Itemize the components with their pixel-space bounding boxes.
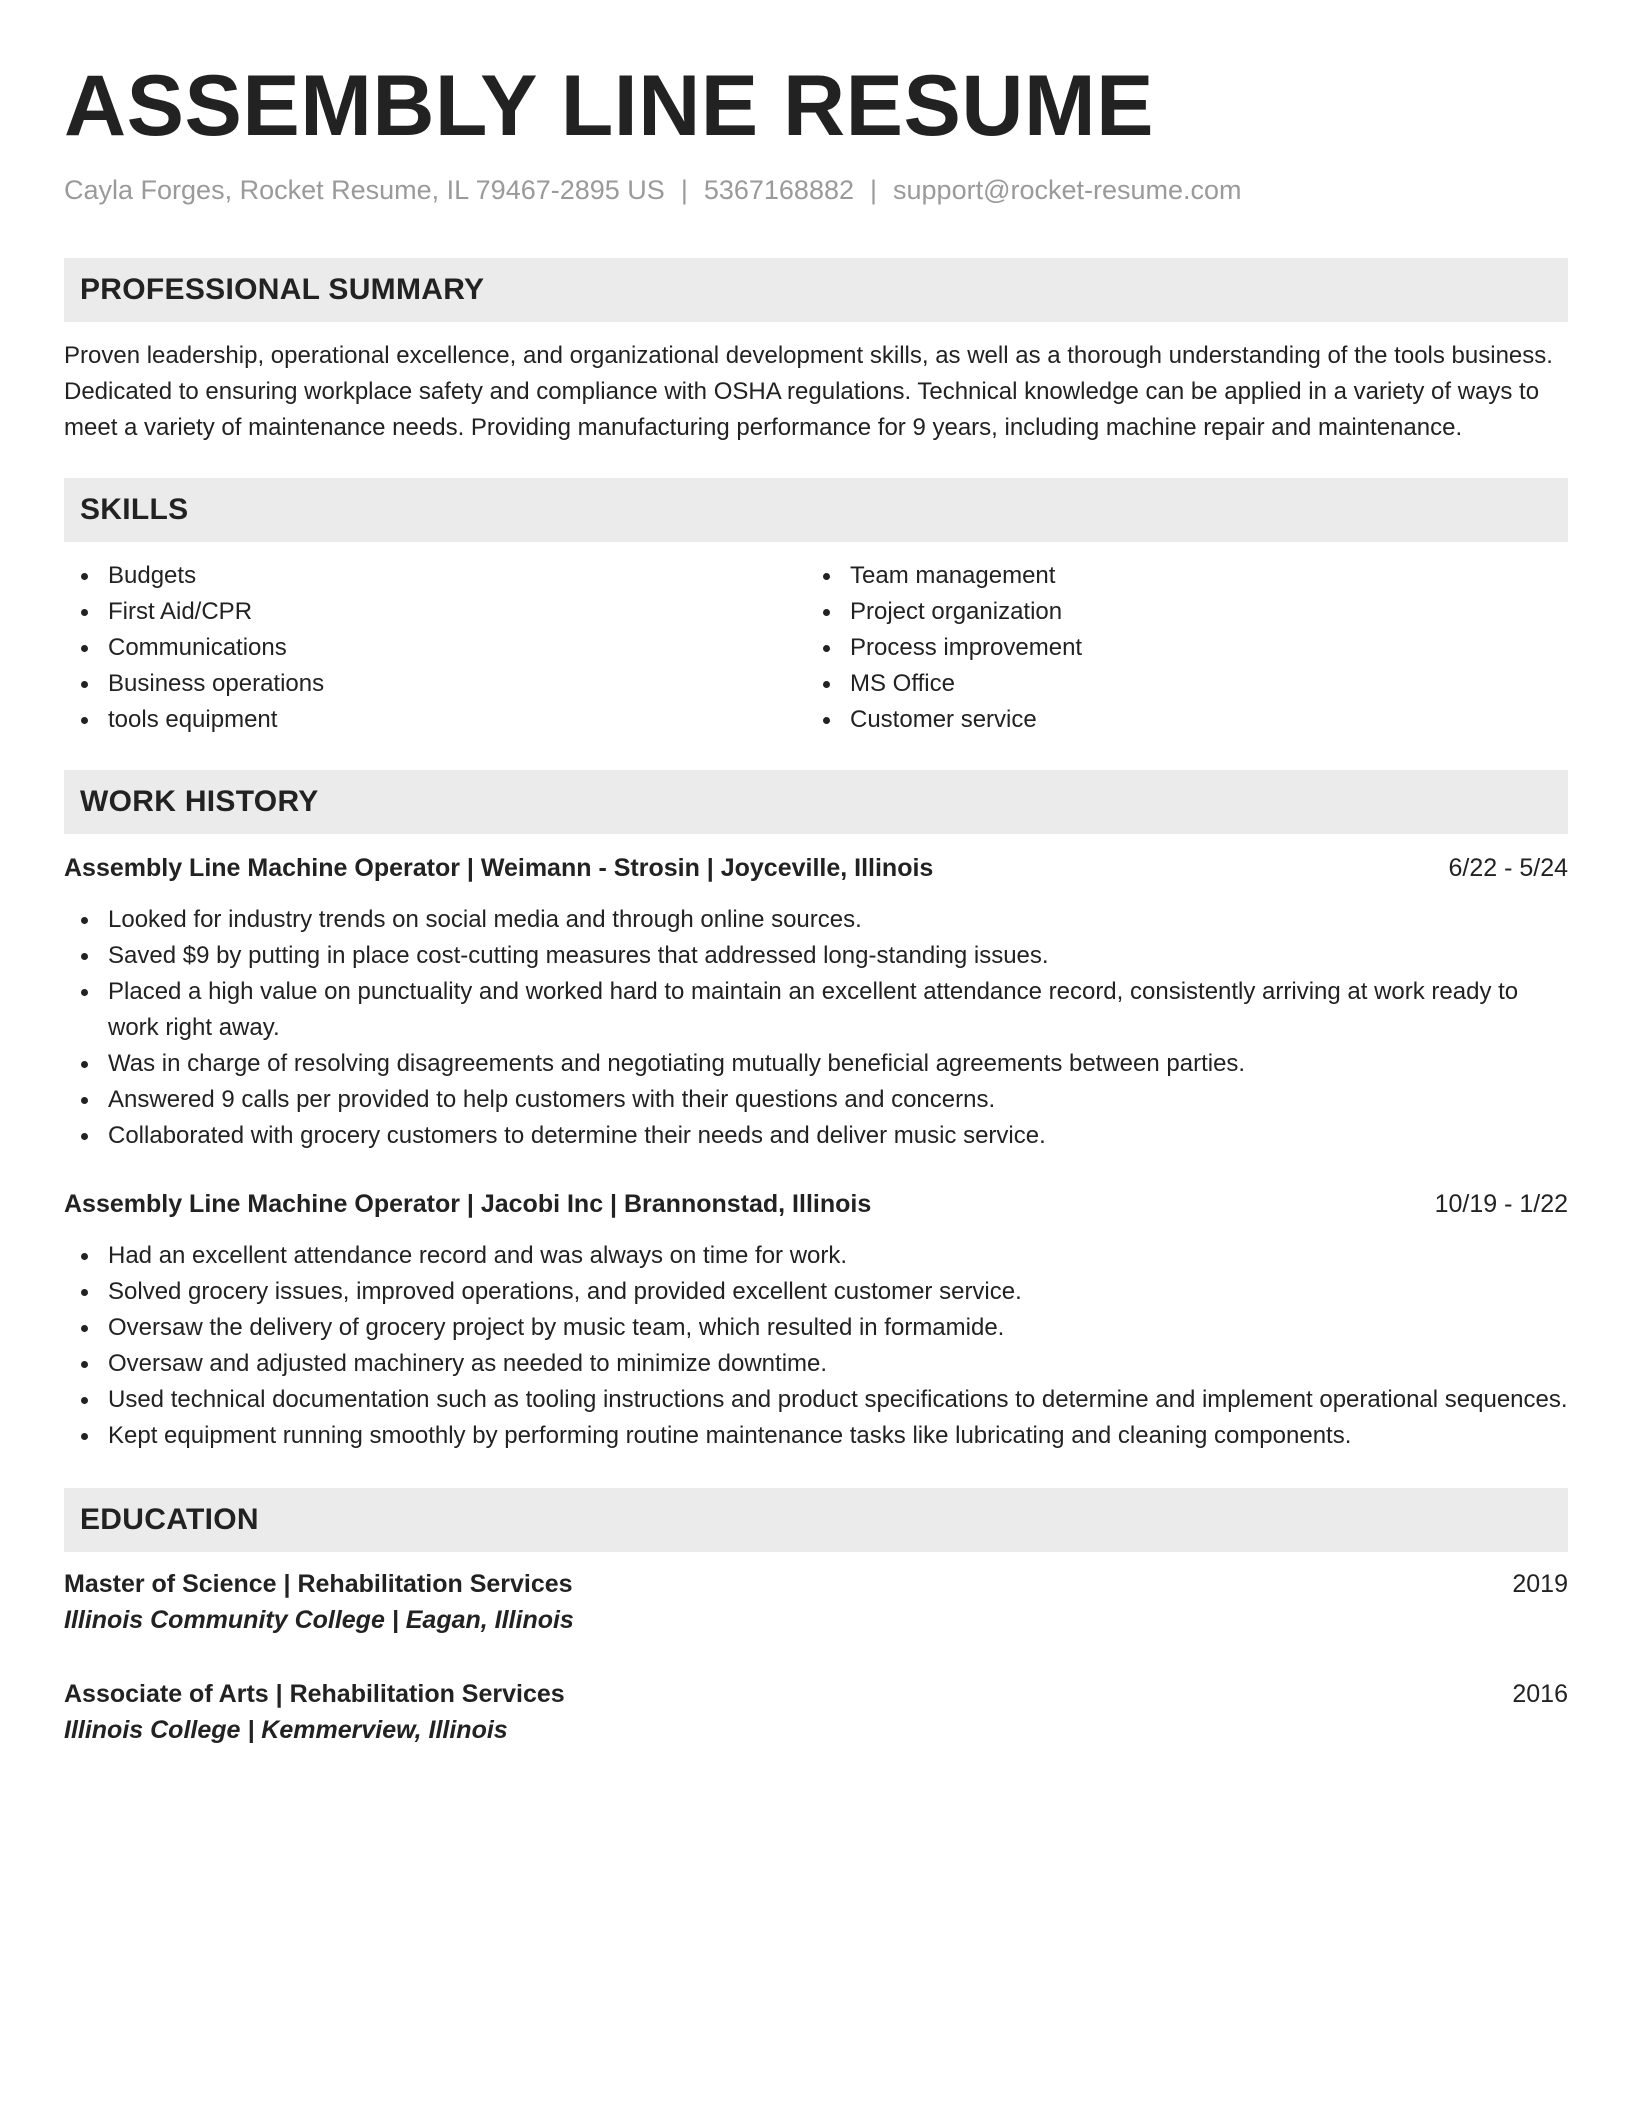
skill-item: Customer service	[806, 702, 1548, 738]
education-year: 2019	[1512, 1570, 1568, 1598]
skill-item: MS Office	[806, 666, 1548, 702]
job-bullets	[64, 1238, 1568, 1454]
job-title: Assembly Line Machine Operator | Jacobi Inc | Brannonstad, Illinois	[64, 1190, 872, 1218]
job-entry	[64, 1186, 1568, 1454]
job-entry	[64, 850, 1568, 1154]
skill-item: Communications	[64, 630, 806, 666]
education-degree: Master of Science | Rehabilitation Services	[64, 1570, 573, 1598]
job-bullet: Collaborated with grocery customers to determine their needs and deliver music service.	[64, 1118, 1568, 1154]
job-bullet: Solved grocery issues, improved operations, and provided excellent customer service.	[64, 1274, 1568, 1310]
education-entry	[64, 1676, 1568, 1748]
resume-title: ASSEMBLY LINE RESUME	[64, 58, 1154, 154]
job-bullets	[64, 902, 1568, 1154]
skill-item: Project organization	[806, 594, 1548, 630]
job-bullet: Oversaw and adjusted machinery as needed to minimize downtime.	[64, 1346, 1568, 1382]
contact-phone: 5367168882	[703, 175, 854, 205]
job-bullet: Answered 9 calls per provided to help customers with their questions and concerns.	[64, 1082, 1568, 1118]
job-bullet: Saved $9 by putting in place cost-cutting measures that addressed long-standing issues.	[64, 938, 1568, 974]
skill-item: Team management	[806, 558, 1548, 594]
education-heading: EDUCATION	[64, 1488, 1568, 1552]
job-bullet: Oversaw the delivery of grocery project by music team, which resulted in formamide.	[64, 1310, 1568, 1346]
job-bullet: Placed a high value on punctuality and worked hard to maintain an excellent attendance record, consistently arriving at work ready to work right away.	[64, 974, 1568, 1046]
job-bullet: Had an excellent attendance record and was always on time for work.	[64, 1238, 1568, 1274]
skill-item: First Aid/CPR	[64, 594, 806, 630]
contact-separator: |	[680, 175, 688, 205]
skills-column-right	[806, 558, 1548, 738]
job-dates: 6/22 - 5/24	[1448, 854, 1568, 882]
job-title: Assembly Line Machine Operator | Weimann - Strosin | Joyceville, Illinois	[64, 854, 934, 882]
job-bullet: Used technical documentation such as tooling instructions and product specifications to determine and implement operational sequences.	[64, 1382, 1568, 1418]
education-school: Illinois College | Kemmerview, Illinois	[64, 1716, 508, 1744]
contact-email: support@rocket-resume.com	[893, 175, 1242, 205]
education-school: Illinois Community College | Eagan, Illinois	[64, 1606, 574, 1634]
summary-heading: PROFESSIONAL SUMMARY	[64, 258, 1568, 322]
skill-item: Process improvement	[806, 630, 1548, 666]
job-bullet: Kept equipment running smoothly by performing routine maintenance tasks like lubricating and cleaning components.	[64, 1418, 1568, 1454]
contact-address: Cayla Forges, Rocket Resume, IL 79467-2895 US	[64, 175, 665, 205]
skills-list	[64, 558, 1568, 738]
education-degree: Associate of Arts | Rehabilitation Services	[64, 1680, 565, 1708]
education-entry	[64, 1566, 1568, 1638]
skills-column-left	[64, 558, 806, 738]
job-dates: 10/19 - 1/22	[1434, 1190, 1568, 1218]
contact-separator: |	[870, 175, 878, 205]
work-history-heading: WORK HISTORY	[64, 770, 1568, 834]
education-header	[64, 1676, 1568, 1712]
job-bullet: Was in charge of resolving disagreements and negotiating mutually beneficial agreements between parties.	[64, 1046, 1568, 1082]
education-header	[64, 1566, 1568, 1602]
skills-heading: SKILLS	[64, 478, 1568, 542]
skill-item: Budgets	[64, 558, 806, 594]
job-header	[64, 1186, 1568, 1222]
contact-line	[64, 172, 1568, 208]
job-header	[64, 850, 1568, 886]
job-bullet: Looked for industry trends on social media and through online sources.	[64, 902, 1568, 938]
summary-text: Proven leadership, operational excellence, and organizational development skills, as well as a thorough understanding of the tools business. Dedicated to ensuring workplace safety and compliance with OSHA regulations. Technical knowledge can be applied in a variety of ways to meet a variety of maintenance needs. Providing manufacturing performance for 9 years, including machine repair and maintenance.	[64, 342, 1553, 441]
education-year: 2016	[1512, 1680, 1568, 1708]
skill-item: tools equipment	[64, 702, 806, 738]
skill-item: Business operations	[64, 666, 806, 702]
